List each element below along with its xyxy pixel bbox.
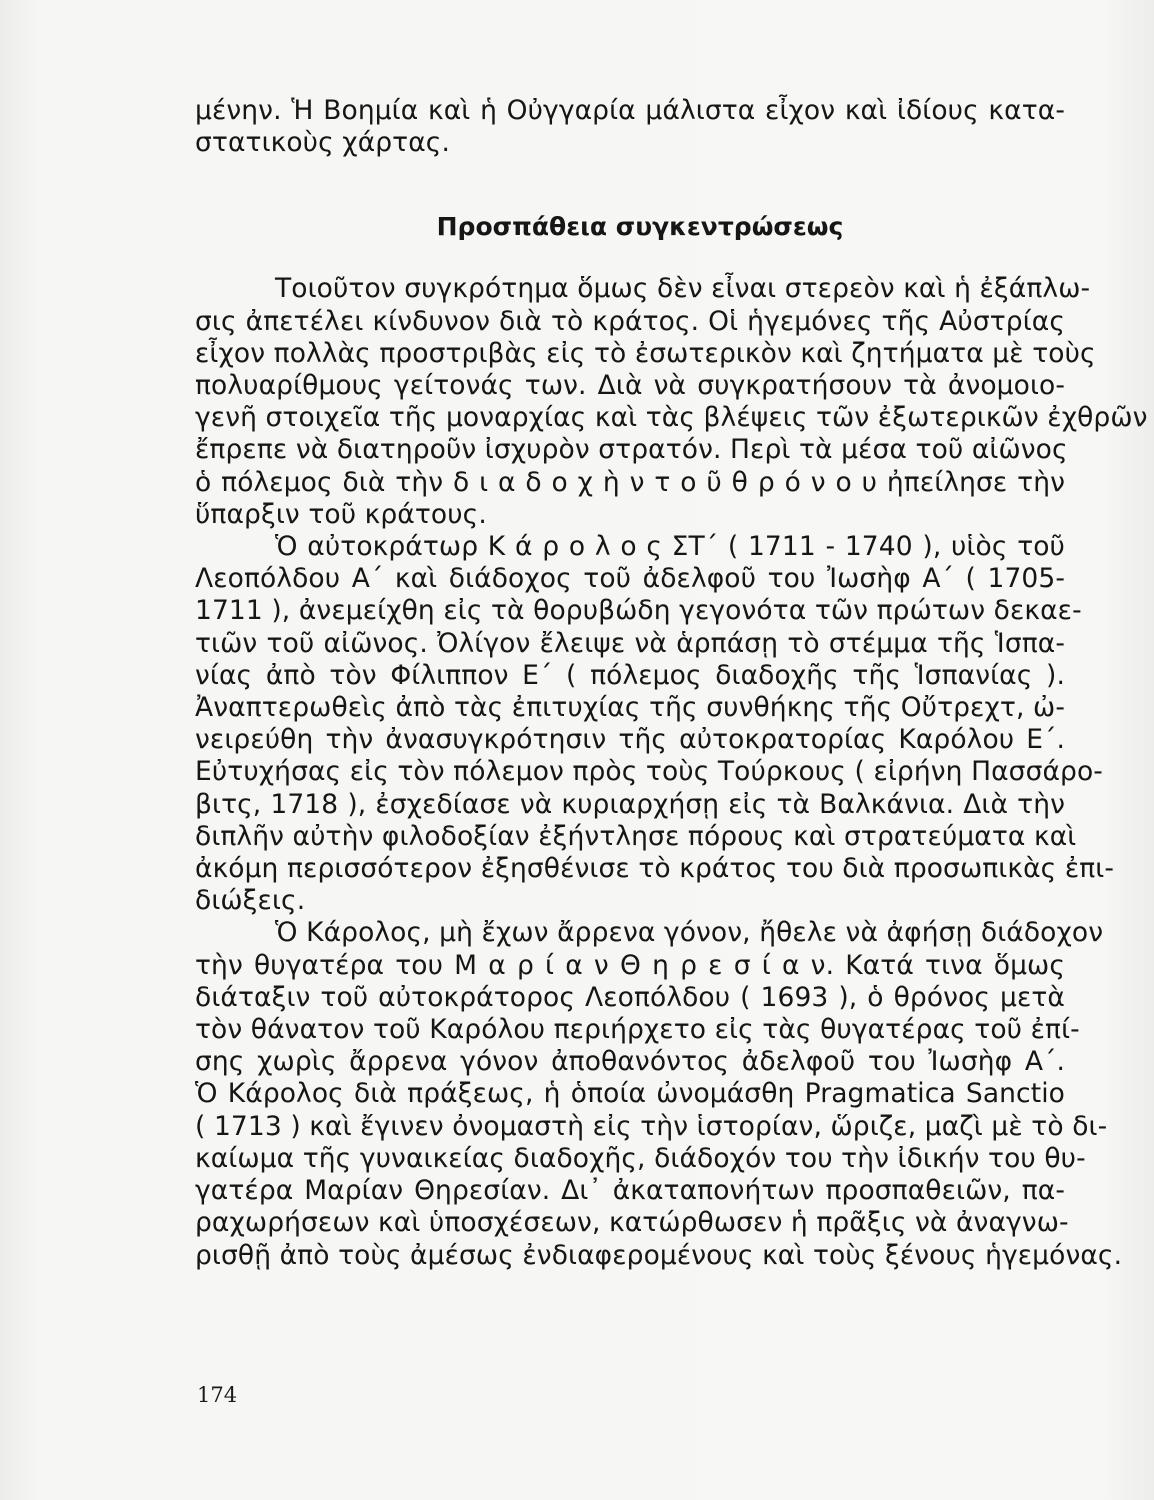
top-paragraph [195, 95, 1065, 159]
text-line: Ὁ αὐτοκράτωρ Κ ά ρ ο λ ο ς ΣΤ΄ ( 1711 - 1740 ), υἱὸς τοῦ [275, 531, 1065, 563]
section-heading: Προσπάθεια συγκεντρώσεως [436, 212, 844, 242]
text-line: σις ἀπετέλει κίνδυνον διὰ τὸ κράτος. Οἱ ἡγεμόνες τῆς Αὐστρίας [195, 305, 1065, 337]
text-line: τὴν θυγατέρα του Μ α ρ ί α ν Θ η ρ ε σ ί α ν. Κατά τινα ὅμως [195, 949, 1065, 981]
text-line: ρισθῇ ἀπὸ τοὺς ἀμέσως ἐνδιαφερομένους καὶ τοὺς ξένους ἡγεμόνας. [195, 1239, 1123, 1271]
text-line: διώξεις. [195, 885, 306, 917]
text-line: στατικοὺς χάρτας. [195, 127, 450, 159]
text-line: ὕπαρξιν τοῦ κράτους. [195, 498, 487, 530]
page-number: 174 [197, 1383, 238, 1407]
page-text [195, 95, 1148, 1272]
text-line: Ὁ Κάρολος, μὴ ἔχων ἄρρενα γόνον, ἤθελε νὰ ἀφήσῃ διάδοχον [275, 917, 1104, 949]
text-line: καίωμα τῆς γυναικείας διαδοχῆς, διάδοχόν του τὴν ἰδικήν του θυ- [195, 1142, 1086, 1174]
text-line: ὁ πόλεμος διὰ τὴν δ ι α δ ο χ ὴ ν τ ο ῦ θ ρ ό ν ο υ ἠπείλησε τὴν [195, 466, 1065, 498]
text-line: βιτς, 1718 ), ἐσχεδίασε νὰ κυριαρχήσῃ εἰς τὰ Βαλκάνια. Διὰ τὴν [195, 788, 1065, 820]
text-line: Τοιοῦτον συγκρότημα ὅμως δὲν εἶναι στερεὸν καὶ ἡ ἐξάπλω- [275, 273, 1091, 305]
text-line: νειρεύθη τὴν ἀνασυγκρότησιν τῆς αὐτοκρατορίας Καρόλου Ε΄. [195, 724, 1065, 756]
paragraph-1 [195, 273, 1148, 531]
text-line: διπλῆν αὐτὴν φιλοδοξίαν ἐξήντλησε πόρους καὶ στρατεύματα καὶ [195, 820, 1077, 852]
text-line: ραχωρήσεων καὶ ὑποσχέσεων, κατώρθωσεν ἡ πρᾶξις νὰ ἀναγνω- [195, 1207, 1069, 1239]
text-line: εἶχον πολλὰς προστριβὰς εἰς τὸ ἐσωτερικὸν καὶ ζητήματα μὲ τοὺς [195, 337, 1096, 369]
text-line: τιῶν τοῦ αἰῶνος. Ὀλίγον ἔλειψε νὰ ἁρπάσῃ τὸ στέμμα τῆς Ἱσπα- [195, 627, 1065, 659]
text-line: μένην. Ἡ Βοημία καὶ ἡ Οὐγγαρία μάλιστα εἶχον καὶ ἰδίους κατα- [195, 95, 1065, 126]
text-line: νίας ἀπὸ τὸν Φίλιππον Ε΄ ( πόλεμος διαδοχῆς τῆς Ἱσπανίας ). [195, 659, 1065, 691]
text-line: διάταξιν τοῦ αὐτοκράτορος Λεοπόλδου ( 1693 ), ὁ θρόνος μετὰ [195, 981, 1065, 1013]
text-line: γατέρα Μαρίαν Θηρεσίαν. Δι᾿ ἀκαταπονήτων προσπαθειῶν, πα- [195, 1175, 1065, 1207]
text-line: σης χωρὶς ἄρρενα γόνον ἀποθανόντος ἀδελφοῦ του Ἰωσὴφ Α΄. [195, 1046, 1065, 1078]
text-line: τὸν θάνατον τοῦ Καρόλου περιήρχετο εἰς τὰς θυγατέρας τοῦ ἐπί- [195, 1014, 1080, 1046]
text-line: Εὐτυχήσας εἰς τὸν πόλεμον πρὸς τοὺς Τούρκους ( εἰρήνη Πασσάρο- [195, 756, 1103, 788]
text-line: πολυαρίθμους γείτονάς των. Διὰ νὰ συγκρατήσουν τὰ ἀνομοιο- [195, 370, 1065, 402]
paragraph-2 [195, 531, 1115, 917]
text-line: ( 1713 ) καὶ ἔγινεν ὀνομαστὴ εἰς τὴν ἱστορίαν, ὥριζε, μαζὶ μὲ τὸ δι- [195, 1110, 1108, 1142]
paragraph-3 [195, 917, 1123, 1271]
text-line: Ἀναπτερωθεὶς ἀπὸ τὰς ἐπιτυχίας τῆς συνθήκης τῆς Οὔτρεχτ, ὠ- [195, 692, 1065, 724]
text-line: ἔπρεπε νὰ διατηροῦν ἰσχυρὸν στρατόν. Περὶ τὰ μέσα τοῦ αἰῶνος [195, 434, 1068, 466]
text-line: γενῆ στοιχεῖα τῆς μοναρχίας καὶ τὰς βλέψεις τῶν ἐξωτερικῶν ἐχθρῶν [195, 402, 1148, 434]
text-line: Λεοπόλδου Α΄ καὶ διάδοχος τοῦ ἀδελφοῦ του Ἰωσὴφ Α΄ ( 1705- [195, 563, 1065, 595]
text-line: Ὁ Κάρολος διὰ πράξεως, ἡ ὁποία ὠνομάσθη Pragmatica Sanctio [195, 1078, 1065, 1110]
text-line: ἀκόμη περισσότερον ἐξησθένισε τὸ κράτος του διὰ προσωπικὰς ἐπι- [195, 853, 1115, 885]
text-line: 1711 ), ἀνεμείχθη εἰς τὰ θορυβώδη γεγονότα τῶν πρώτων δεκαε- [195, 595, 1082, 627]
